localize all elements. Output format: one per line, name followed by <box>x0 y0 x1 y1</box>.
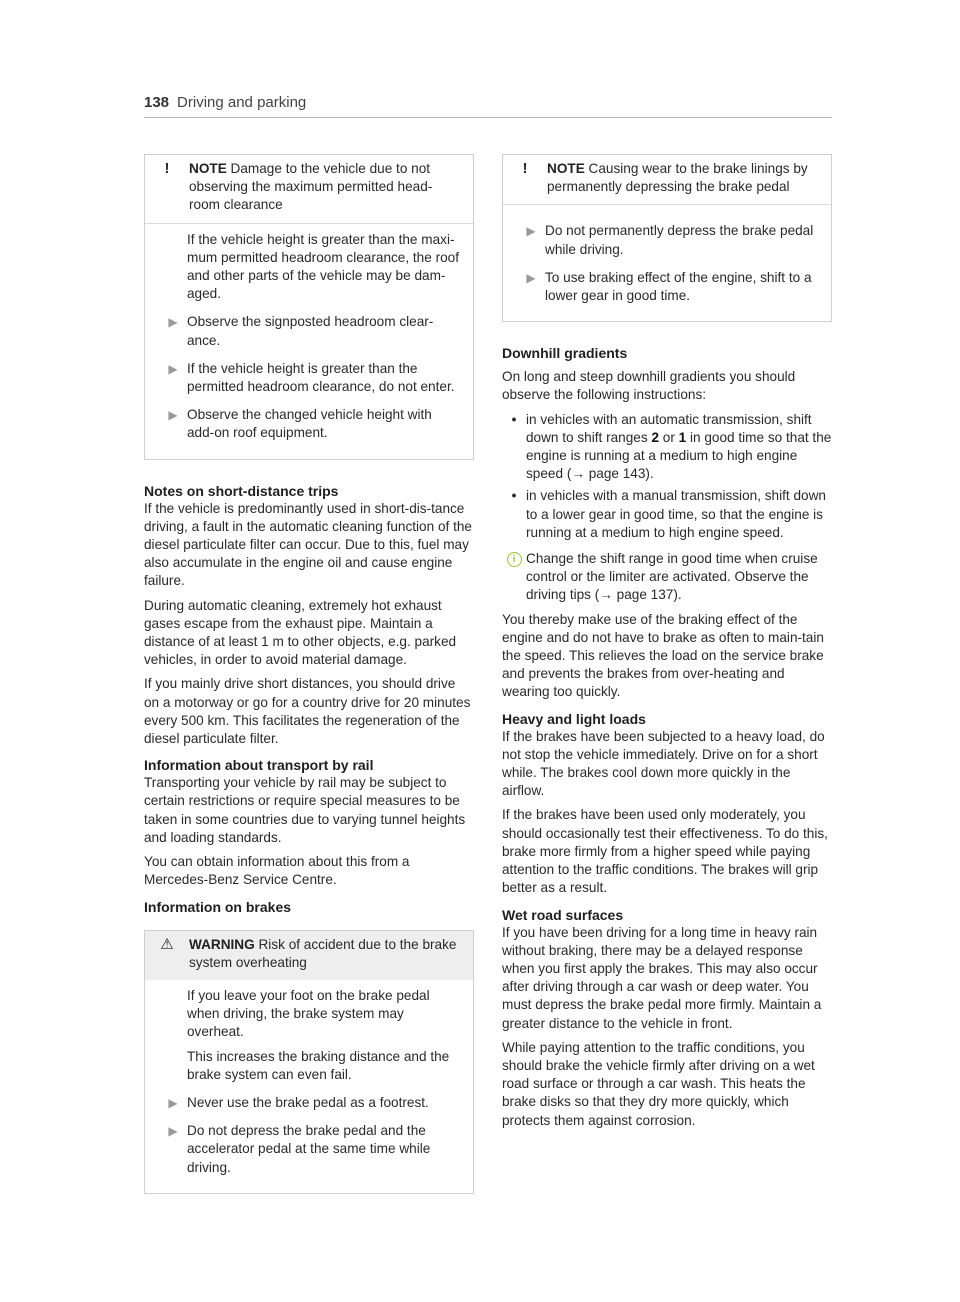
right-column <box>502 154 832 1136</box>
step-text: Observe the signposted headroom clear-ance. <box>187 314 434 348</box>
note-label: NOTE <box>547 161 585 176</box>
step-text: Do not depress the brake pedal and the accelerator pedal at the same time while driving. <box>187 1123 431 1175</box>
step-arrow-icon: ▶ <box>168 361 178 376</box>
note-label: NOTE <box>189 161 227 176</box>
warning-label: WARNING <box>189 936 255 952</box>
step-text: If the vehicle height is greater than the permitted headroom clearance, do not enter. <box>187 360 455 395</box>
section-heading: Notes on short-distance trips <box>144 482 339 499</box>
paragraph: You thereby make use of the braking effect of the engine and do not have to brake as often to main-tain the speed. This relieves the load on the service brake and prevents the brakes from over-heating and wearing too quickly. <box>502 611 824 700</box>
header-rule <box>144 117 832 118</box>
section-heading: Downhill gradients <box>502 345 628 362</box>
warning-body <box>145 980 473 1193</box>
step-text: Do not permanently depress the brake pedal while driving. <box>545 223 814 257</box>
note-title: Causing wear to the brake linings by permanently depressing the brake pedal <box>547 161 808 195</box>
note-headroom-body <box>145 224 473 459</box>
info-text: Change the shift range in good time when cruise control or the limiter are activated. Observe the driving tips (→ page 137). <box>526 551 818 603</box>
step-arrow-icon: ▶ <box>168 1095 178 1110</box>
list-item-text: in vehicles with a manual transmission, shift down to a lower gear in good time, so that the engine is running at a medium to high engine speed. <box>526 488 826 540</box>
warning-title: Risk of accident due to the brake system overheating <box>189 936 457 970</box>
paragraph: You can obtain information about this from a Mercedes-Benz Service Centre. <box>144 854 410 888</box>
instruction-step <box>159 313 461 349</box>
downhill-section <box>502 344 832 701</box>
step-text: To use braking effect of the engine, shift to a lower gear in good time. <box>545 269 812 304</box>
note-linings-body <box>503 205 831 321</box>
warning-triangle-icon: ⚠ <box>160 935 174 953</box>
shift-range-2: 2 <box>651 429 660 445</box>
left-column <box>144 154 474 1208</box>
bullet-icon: • <box>511 411 517 427</box>
exclamation-icon: ! <box>522 160 528 177</box>
paragraph: If you have been driving for a long time in heavy rain without braking, there may be a delayed response when you first apply the brakes. This may also occur after driving through a car wash or deep water. You must depress the brake pedal more firmly. Maintain a greater distance to the vehicle in front. <box>502 924 822 1031</box>
section-heading: Information on brakes <box>144 898 292 915</box>
list-item-text-start: in vehicles with an automatic transmission, shift down to shift ranges <box>526 411 812 445</box>
list-item <box>502 411 832 484</box>
list-item-text <box>526 411 832 484</box>
note-headroom-title-wrap <box>189 160 461 215</box>
section-title: Driving and parking <box>177 94 307 111</box>
brakes-section <box>144 898 474 1194</box>
instruction-step <box>159 1122 461 1177</box>
warning-header <box>145 931 473 980</box>
section-heading: Information about transport by rail <box>144 757 374 774</box>
note-linings-box <box>502 154 832 322</box>
note-body-text: If the vehicle height is greater than the maxi-mum permitted headroom clearance, the roof and other parts of the vehicle may be dam-aged. <box>187 231 460 302</box>
note-headroom-box <box>144 154 474 460</box>
bullet-icon: • <box>511 488 517 504</box>
step-arrow-icon: ▶ <box>526 224 536 239</box>
warning-title-wrap <box>189 936 461 972</box>
paragraph: Transporting your vehicle by rail may be subject to certain restrictions or require special measures to be taken in some countries due to varying tunnel heights and loading standards. <box>144 775 466 845</box>
step-arrow-icon: ▶ <box>168 408 178 423</box>
rail-section <box>144 756 474 889</box>
instruction-step <box>517 269 819 305</box>
step-arrow-icon: ▶ <box>168 315 178 330</box>
info-icon: i <box>502 550 526 567</box>
paragraph: While paying attention to the traffic conditions, you should brake the vehicle firmly after driving on a wet road surface or through a car wash. This heats the brake disks so that they dry more quickly, which protects them against corrosion. <box>502 1039 815 1128</box>
instruction-step <box>159 1094 461 1112</box>
exclamation-icon: ! <box>164 160 170 177</box>
step-arrow-icon: ▶ <box>526 270 536 285</box>
note-headroom-header <box>145 155 473 224</box>
wet-road-section <box>502 906 832 1130</box>
paragraph: If the brakes have been used only moderately, you should occasionally test their effectiveness. To do this, brake more firmly from a higher speed while paying attention to the traffic conditions. The brakes will grip better as a result. <box>502 807 828 896</box>
list-item <box>502 487 832 542</box>
heavy-loads-section <box>502 710 832 898</box>
section-heading: Heavy and light loads <box>502 710 646 727</box>
list-item-text-end: in good time so that the engine is running at a medium to high engine speed (→ page 143). <box>526 429 832 482</box>
section-heading: Wet road surfaces <box>502 906 624 923</box>
step-arrow-icon: ▶ <box>168 1124 178 1139</box>
paragraph: If you mainly drive short distances, you should drive on a motorway or go for a country drive for 20 minutes every 500 km. This facilitates the regeneration of the diesel particulate filter. <box>144 676 471 747</box>
paragraph: If you leave your foot on the brake pedal when driving, the brake system may overheat. <box>187 987 430 1040</box>
paragraph: During automatic cleaning, extremely hot exhaust gases escape from the exhaust pipe. Maintain a distance of at least 1 m to other objects, e.g. parked vehicles, in order to avoid material damage. <box>144 597 457 668</box>
instruction-step <box>159 360 461 396</box>
step-text: Never use the brake pedal as a footrest. <box>187 1094 429 1110</box>
paragraph: This increases the braking distance and the brake system can even fail. <box>187 1048 450 1082</box>
shift-range-1: 1 <box>678 429 687 445</box>
short-trips-section <box>144 482 474 749</box>
step-text: Observe the changed vehicle height with add-on roof equipment. <box>187 407 432 441</box>
note-title: Damage to the vehicle due to not observing the maximum permitted head-room clearance <box>189 161 433 213</box>
info-note <box>502 550 832 605</box>
page-header <box>144 94 832 118</box>
note-linings-title-wrap <box>547 160 819 196</box>
list-item-text-or: or <box>662 429 675 445</box>
note-linings-header <box>503 155 831 205</box>
page-number: 138 <box>144 94 170 111</box>
instruction-step <box>517 222 819 258</box>
paragraph: On long and steep downhill gradients you should observe the following instructions: <box>502 369 796 403</box>
paragraph: If the vehicle is predominantly used in short-dis-tance driving, a fault in the automatic cleaning function of the diesel particulate filter can occur. Due to this, fuel may also accumulate in the engine oil and cause engine failure. <box>144 500 472 589</box>
paragraph: If the brakes have been subjected to a heavy load, do not stop the vehicle immediately. Drive on for a short while. The brakes cool down more quickly in the airflow. <box>502 728 825 799</box>
instruction-step <box>159 406 461 442</box>
warning-box <box>144 930 474 1194</box>
